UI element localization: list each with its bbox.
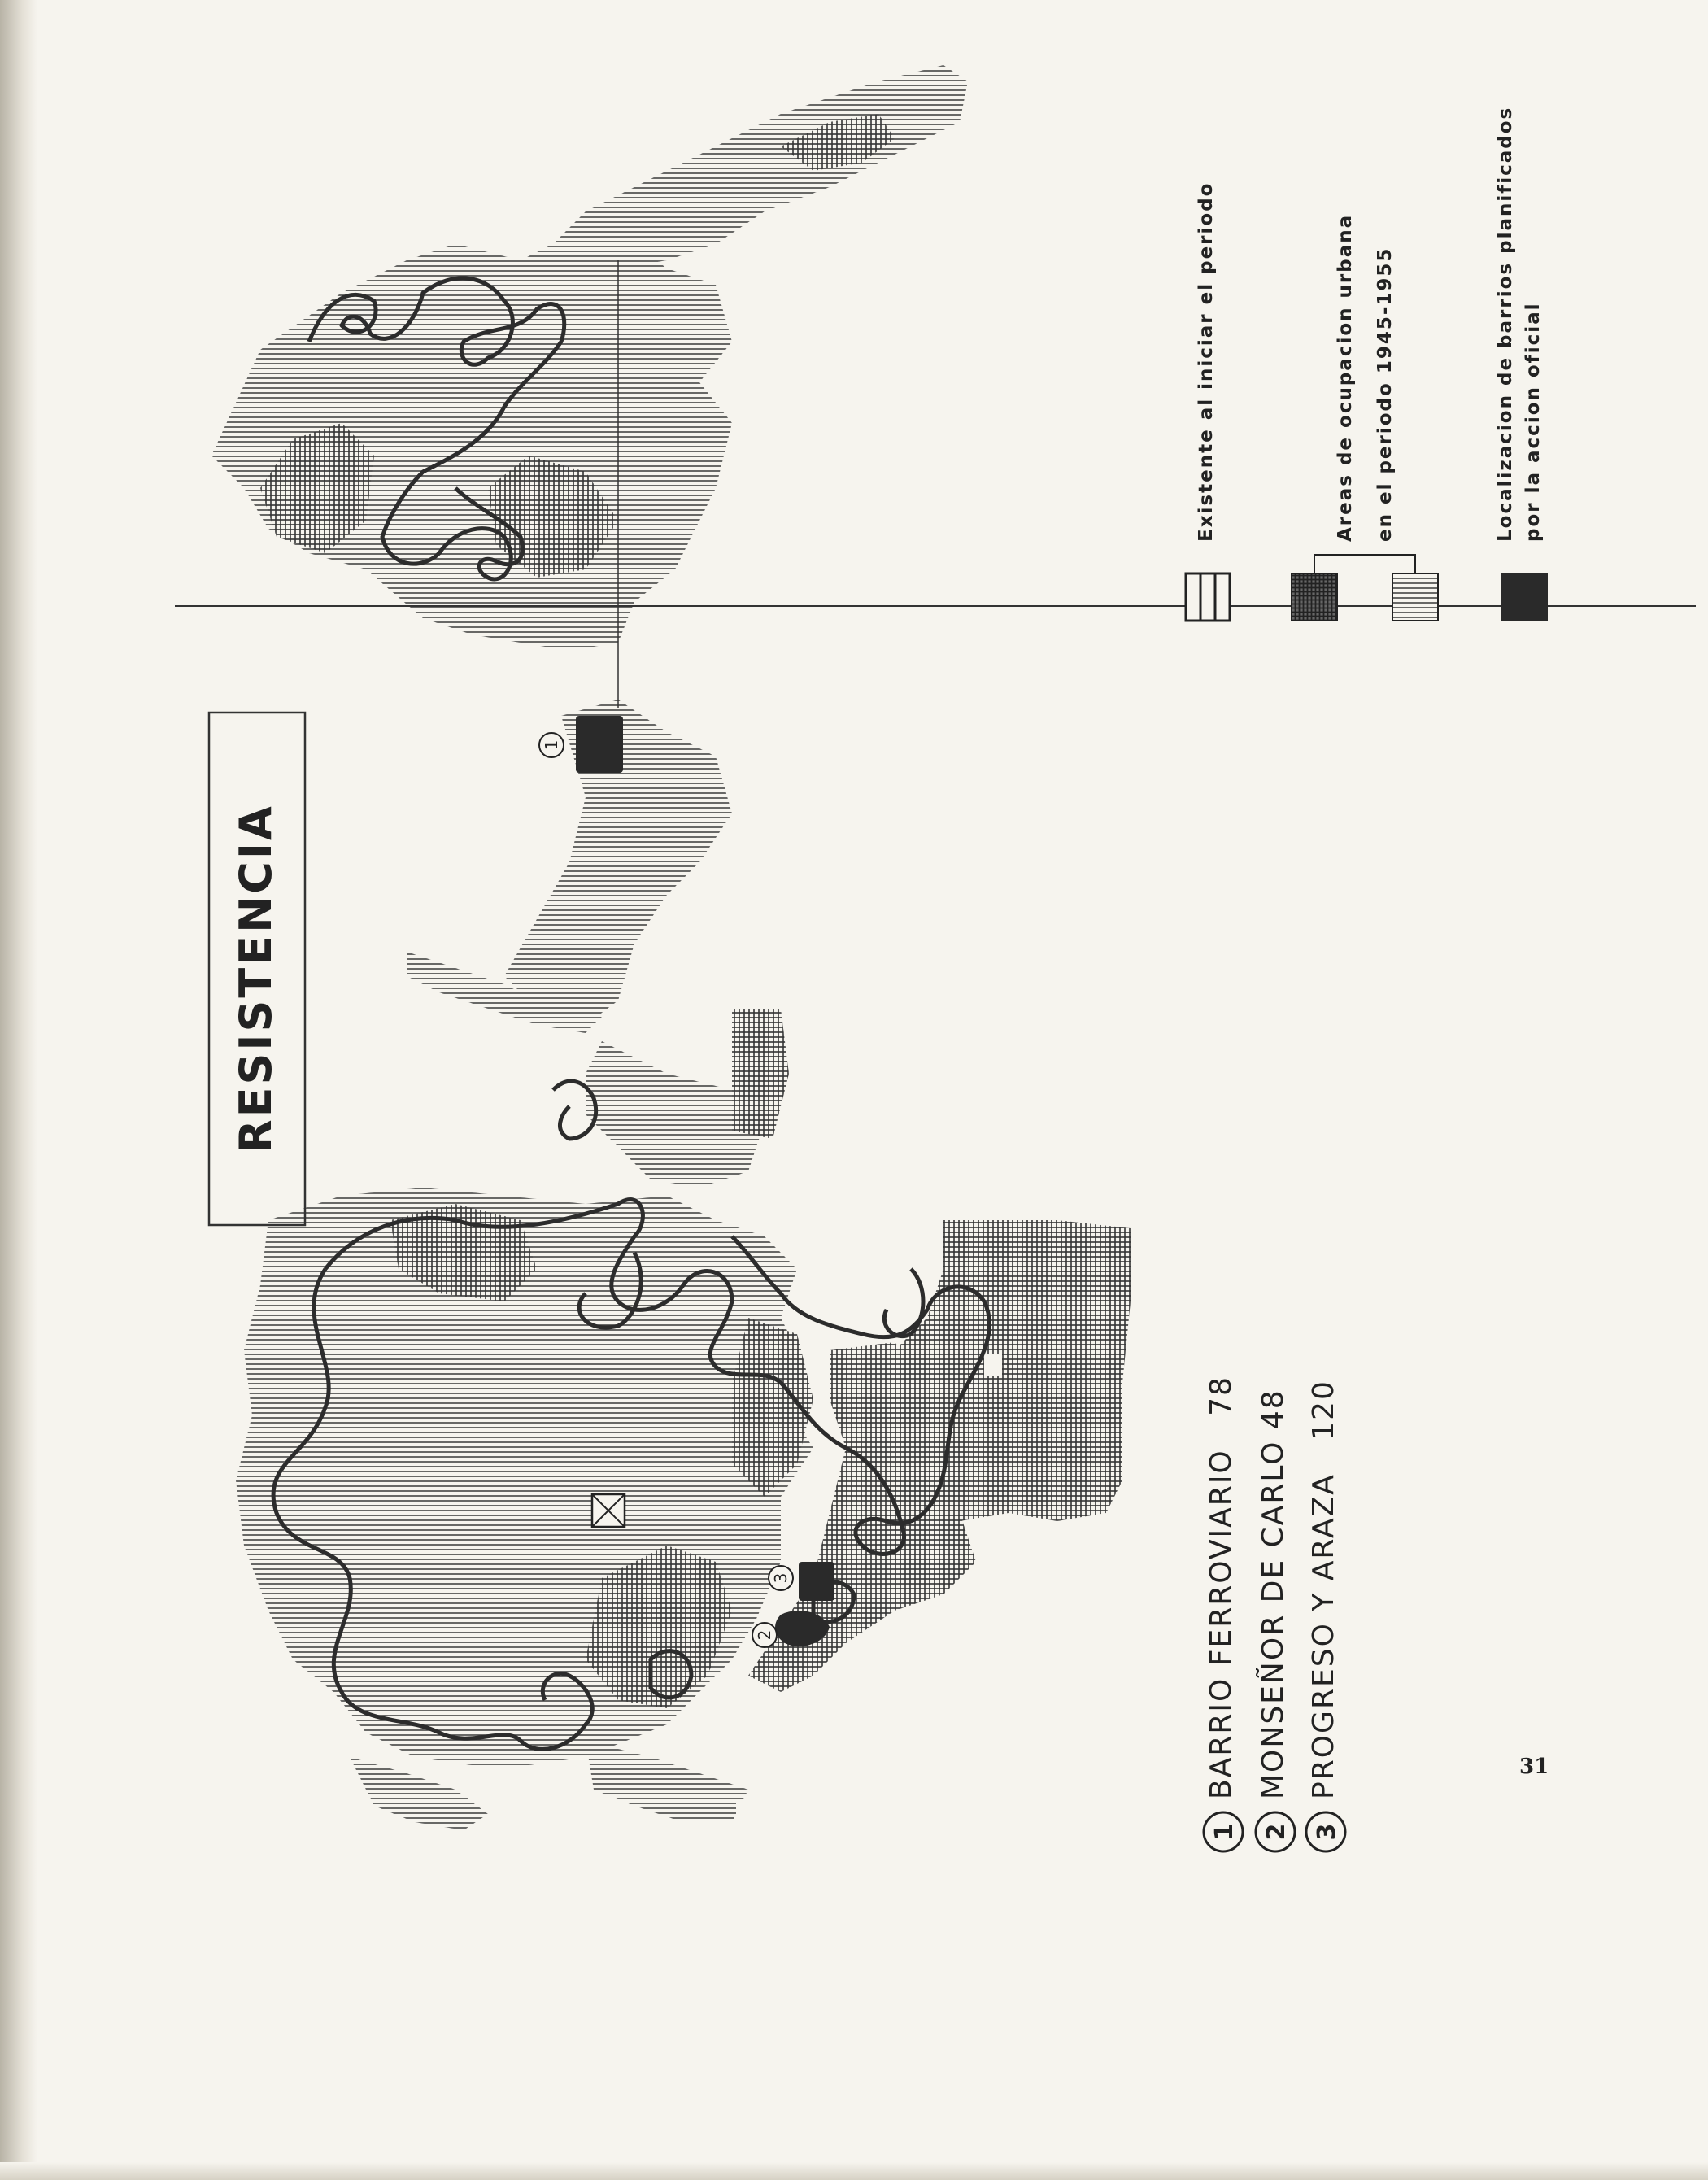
barrio-2-entry [1259, 1389, 1288, 1799]
area-south-gap-2 [736, 1802, 754, 1821]
legend-swatch-horizontal [1392, 573, 1438, 621]
barrio-2-number: 2 [1262, 1823, 1291, 1841]
legend-bracket [1314, 555, 1415, 573]
area-south-tail [586, 1741, 748, 1822]
legend-areas-line2: en el periodo 1945-1955 [1375, 246, 1396, 542]
legend-swatch-grid [1292, 573, 1337, 621]
map-marker-1 [539, 733, 564, 757]
legend-planned-line1: Localizacion de barrios planificados [1495, 106, 1516, 542]
legend-planned-line2: por la accion oficial [1523, 302, 1544, 542]
area-middle-grid-2 [732, 1009, 789, 1139]
legend-swatch-existing [1186, 573, 1230, 621]
barrio-1-name: BARRIO FERROVIARIO [1205, 1449, 1238, 1799]
map-marker-1-label: 1 [542, 739, 561, 751]
area-south-gap [984, 1354, 1002, 1376]
map-marker-3-label: 3 [771, 1572, 791, 1584]
barrio-1-number: 1 [1210, 1823, 1239, 1841]
barrio-2-count: 48 [1257, 1389, 1290, 1430]
barrio-3-number: 3 [1313, 1823, 1341, 1841]
barrio-3-marker [799, 1562, 834, 1601]
barrio-3-count: 120 [1307, 1380, 1340, 1441]
barrio-list-numbers [1210, 1824, 1341, 1841]
legend-existing-label: Existente al iniciar el periodo [1196, 181, 1217, 542]
barrio-1-entry [1207, 1376, 1236, 1799]
barrio-1-marker [576, 716, 623, 773]
barrio-3-entry [1309, 1380, 1339, 1799]
outline-south-bulb [884, 1269, 923, 1336]
map-marker-2-label: 2 [755, 1629, 774, 1641]
plaza-icon [592, 1494, 625, 1527]
barrio-1-count: 78 [1205, 1376, 1238, 1416]
area-south-west-strip [350, 1757, 488, 1830]
barrio-2-name: MONSEÑOR DE CARLO [1257, 1440, 1290, 1799]
map-marker-2 [752, 1623, 777, 1647]
legend-areas-line1: Areas de ocupacion urbana [1335, 213, 1356, 542]
legend-swatch-planned [1501, 573, 1548, 621]
area-east-strip [537, 65, 968, 268]
legend-swatches [1186, 555, 1548, 621]
barrio-3-name: PROGRESO Y ARAZA [1307, 1473, 1340, 1799]
map-marker-3 [769, 1566, 793, 1590]
map-title: RESISTENCIA [230, 804, 281, 1153]
page-number: 31 [1519, 1755, 1549, 1779]
